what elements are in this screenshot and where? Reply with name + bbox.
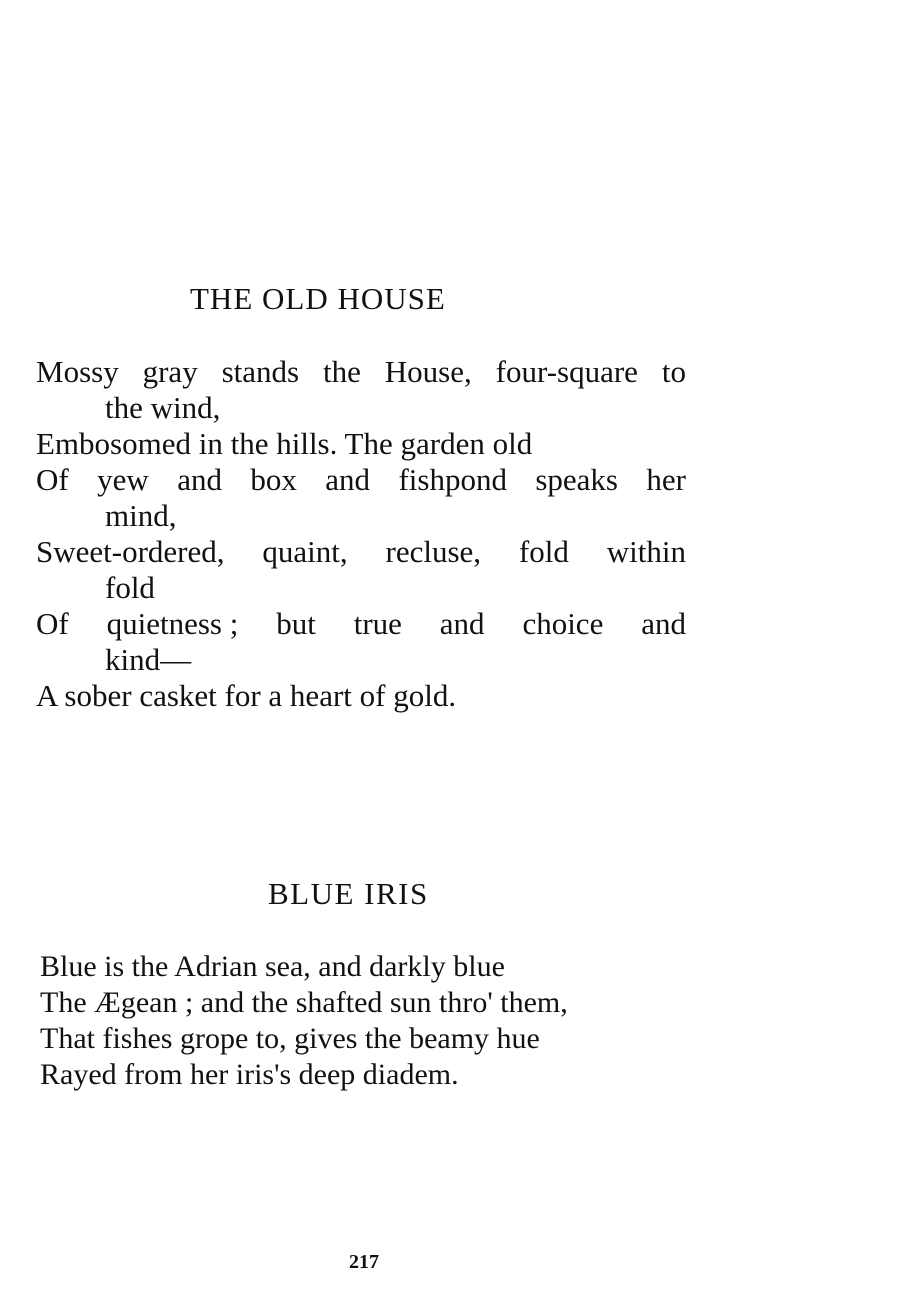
poem-line: Rayed from her iris's deep diadem. bbox=[40, 1058, 459, 1091]
word: quaint, bbox=[262, 534, 348, 569]
word: speaks bbox=[535, 462, 618, 497]
word: yew bbox=[97, 462, 149, 497]
word: and bbox=[325, 462, 371, 497]
word: within bbox=[606, 534, 686, 569]
word: but bbox=[276, 606, 316, 641]
poem-line: That fishes grope to, gives the beamy hue bbox=[40, 1022, 540, 1055]
poem-line-continuation: the wind, bbox=[105, 390, 221, 425]
word: the bbox=[323, 354, 361, 389]
word: gray bbox=[142, 354, 198, 389]
poem-title-old-house: THE OLD HOUSE bbox=[190, 281, 446, 316]
word: recluse, bbox=[385, 534, 482, 569]
word: quietness ; bbox=[106, 606, 239, 641]
poem-line bbox=[36, 536, 686, 567]
word: true bbox=[353, 606, 402, 641]
word: fishpond bbox=[398, 462, 507, 497]
poem-line-continuation: mind, bbox=[105, 498, 177, 533]
word: four-square bbox=[495, 354, 638, 389]
poem-title-blue-iris: BLUE IRIS bbox=[268, 876, 429, 911]
word: Of bbox=[36, 462, 69, 497]
word: her bbox=[646, 462, 686, 497]
word: to bbox=[661, 354, 686, 389]
poem-line: The Ægean ; and the shafted sun thro' them, bbox=[40, 986, 568, 1019]
word: stands bbox=[221, 354, 300, 389]
poem-line-continuation: fold bbox=[105, 570, 155, 605]
page-number: 217 bbox=[349, 1251, 379, 1273]
word: House, bbox=[384, 354, 472, 389]
poem-line: A sober casket for a heart of gold. bbox=[36, 678, 457, 713]
word: and bbox=[177, 462, 222, 497]
word: Of bbox=[36, 606, 69, 641]
word: Mossy bbox=[36, 354, 119, 389]
poem-line bbox=[36, 464, 686, 495]
poem-line bbox=[36, 356, 686, 387]
word: and bbox=[641, 606, 686, 641]
word: fold bbox=[518, 534, 569, 569]
word: and bbox=[439, 606, 485, 641]
word: Sweet-ordered, bbox=[36, 534, 225, 569]
poem-line: Embosomed in the hills. The garden old bbox=[36, 426, 533, 461]
word: choice bbox=[522, 606, 604, 641]
poem-line-continuation: kind— bbox=[105, 642, 192, 677]
poem-line bbox=[36, 608, 686, 639]
word: box bbox=[250, 462, 297, 497]
poem-line: Blue is the Adrian sea, and darkly blue bbox=[40, 950, 505, 983]
